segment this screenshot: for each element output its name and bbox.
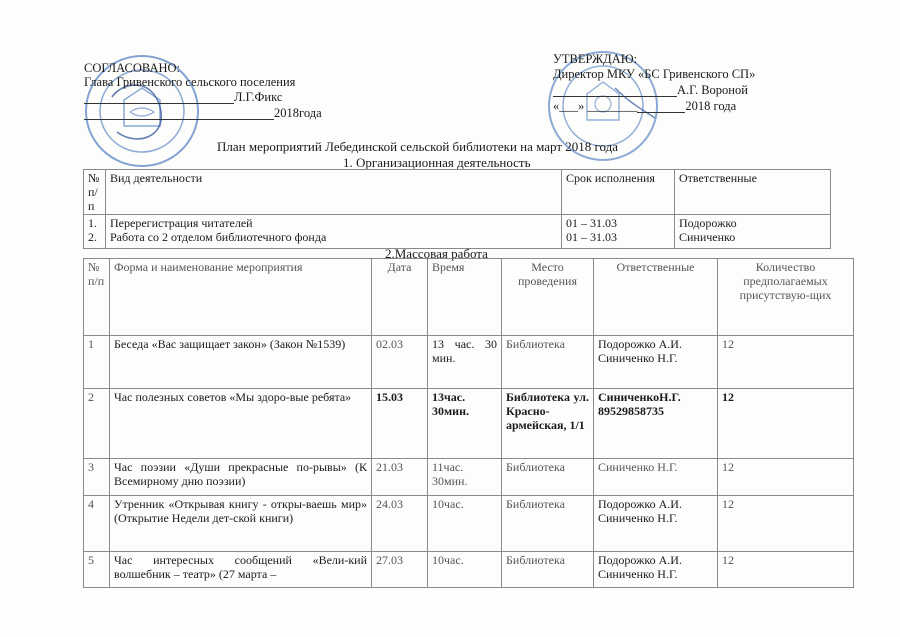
col-header-activity: Вид деятельности bbox=[106, 170, 562, 215]
row-place: Библиотека bbox=[502, 552, 594, 588]
col-header-term: Срок исполнения bbox=[562, 170, 675, 215]
col-header-event: Форма и наименование мероприятия bbox=[110, 259, 372, 336]
row-count: 12 bbox=[718, 496, 854, 552]
row-date: 27.03 bbox=[372, 552, 428, 588]
approval-left-signature-line bbox=[84, 90, 282, 104]
approval-right-signature-line bbox=[553, 83, 748, 97]
row-place: Библиотека bbox=[502, 459, 594, 496]
row-count: 12 bbox=[718, 552, 854, 588]
col-header-num: № п/п bbox=[84, 170, 106, 215]
row-date: 02.03 bbox=[372, 336, 428, 389]
col-header-time: Время bbox=[428, 259, 502, 336]
table-row bbox=[84, 215, 831, 249]
organization-table bbox=[83, 169, 831, 249]
approval-left-line1: Глава Гривенского сельского поселения bbox=[84, 75, 296, 89]
row-responsible: Подорожко А.И. Синиченко Н.Г. bbox=[594, 336, 718, 389]
approval-right-date-quotes: «___» ________ bbox=[553, 99, 638, 113]
row-time: 10час. bbox=[428, 552, 502, 588]
section2-title: 2.Массовая работа bbox=[385, 246, 488, 261]
row-time: 11час. 30мин. bbox=[428, 459, 502, 496]
row-num: 2 bbox=[84, 389, 110, 459]
row-date: 24.03 bbox=[372, 496, 428, 552]
row-date: 21.03 bbox=[372, 459, 428, 496]
approval-right-line1: Директор МКУ «БС Гривенского СП» bbox=[553, 67, 756, 81]
row-time: 13час. 30мин. bbox=[428, 389, 502, 459]
table-header-row bbox=[84, 170, 831, 215]
section1-title: 1. Организационная деятельность bbox=[343, 155, 531, 170]
approval-left-title: СОГЛАСОВАНО: bbox=[84, 61, 181, 75]
approval-right-date: 2018 года bbox=[685, 99, 737, 113]
row-event: Беседа «Вас защищает закон» (Закон №1539) bbox=[110, 336, 372, 389]
row-responsible: Подорожко А.И. Синиченко Н.Г. bbox=[594, 552, 718, 588]
table-row bbox=[84, 336, 854, 389]
table-row bbox=[84, 552, 854, 588]
row-num: 3 bbox=[84, 459, 110, 496]
approval-left-date: 2018года bbox=[274, 106, 322, 120]
row-time: 10час. bbox=[428, 496, 502, 552]
row-count: 12 bbox=[718, 336, 854, 389]
row-responsible: Синиченко Н.Г. bbox=[594, 459, 718, 496]
row-event: Час интересных сообщений «Вели-кий волшебник – театр» (27 марта – bbox=[110, 552, 372, 588]
table-row bbox=[84, 389, 854, 459]
row-place: Библиотека bbox=[502, 496, 594, 552]
row-place: Библиотека ул. Красно-армейская, 1/1 bbox=[502, 389, 594, 459]
col-header-date: Дата bbox=[372, 259, 428, 336]
approval-right-title: УТВЕРЖДАЮ: bbox=[553, 52, 638, 66]
col-header-place: Место проведения bbox=[502, 259, 594, 336]
table-header-row bbox=[84, 259, 854, 336]
approval-right-date-line bbox=[553, 99, 736, 113]
row-time: 13 час. 30 мин. bbox=[428, 336, 502, 389]
row-event: Утренник «Открывая книгу - откры-ваешь мир» (Открытие Недели дет-ской книги) bbox=[110, 496, 372, 552]
row-term: 01 – 31.03 01 – 31.03 bbox=[562, 215, 675, 249]
row-num: 5 bbox=[84, 552, 110, 588]
row-num: 1 bbox=[84, 336, 110, 389]
row-event: Час поэзии «Души прекрасные по-рывы» (К Всемирному дню поэзии) bbox=[110, 459, 372, 496]
row-place: Библиотека bbox=[502, 336, 594, 389]
col-header-responsible: Ответственные bbox=[594, 259, 718, 336]
row-responsible: СиниченкоН.Г. 89529858735 bbox=[594, 389, 718, 459]
row-activity: Перерегистрация читателей Работа со 2 отделом библиотечного фонда bbox=[106, 215, 562, 249]
row-count: 12 bbox=[718, 389, 854, 459]
approval-left-signature: Л.Г.Фикс bbox=[234, 90, 283, 104]
approval-right-signature: А.Г. Вороной bbox=[677, 83, 748, 97]
row-count: 12 bbox=[718, 459, 854, 496]
row-responsible: Подорожко А.И. Синиченко Н.Г. bbox=[594, 496, 718, 552]
row-event: Час полезных советов «Мы здоро-вые ребята» bbox=[110, 389, 372, 459]
table-row bbox=[84, 496, 854, 552]
col-header-num: № п/п bbox=[84, 259, 110, 336]
table-row bbox=[84, 459, 854, 496]
approval-left-date-line bbox=[84, 106, 322, 120]
col-header-responsible: Ответственные bbox=[675, 170, 831, 215]
row-responsible: Подорожко Синиченко bbox=[675, 215, 831, 249]
col-header-count: Количество предполагаемых присутствую-щих bbox=[718, 259, 854, 336]
row-num: 1. 2. bbox=[84, 215, 106, 249]
plan-title: План мероприятий Лебединской сельской библиотеки на март 2018 года bbox=[217, 139, 619, 154]
mass-work-table bbox=[83, 258, 854, 588]
row-date: 15.03 bbox=[372, 389, 428, 459]
row-num: 4 bbox=[84, 496, 110, 552]
